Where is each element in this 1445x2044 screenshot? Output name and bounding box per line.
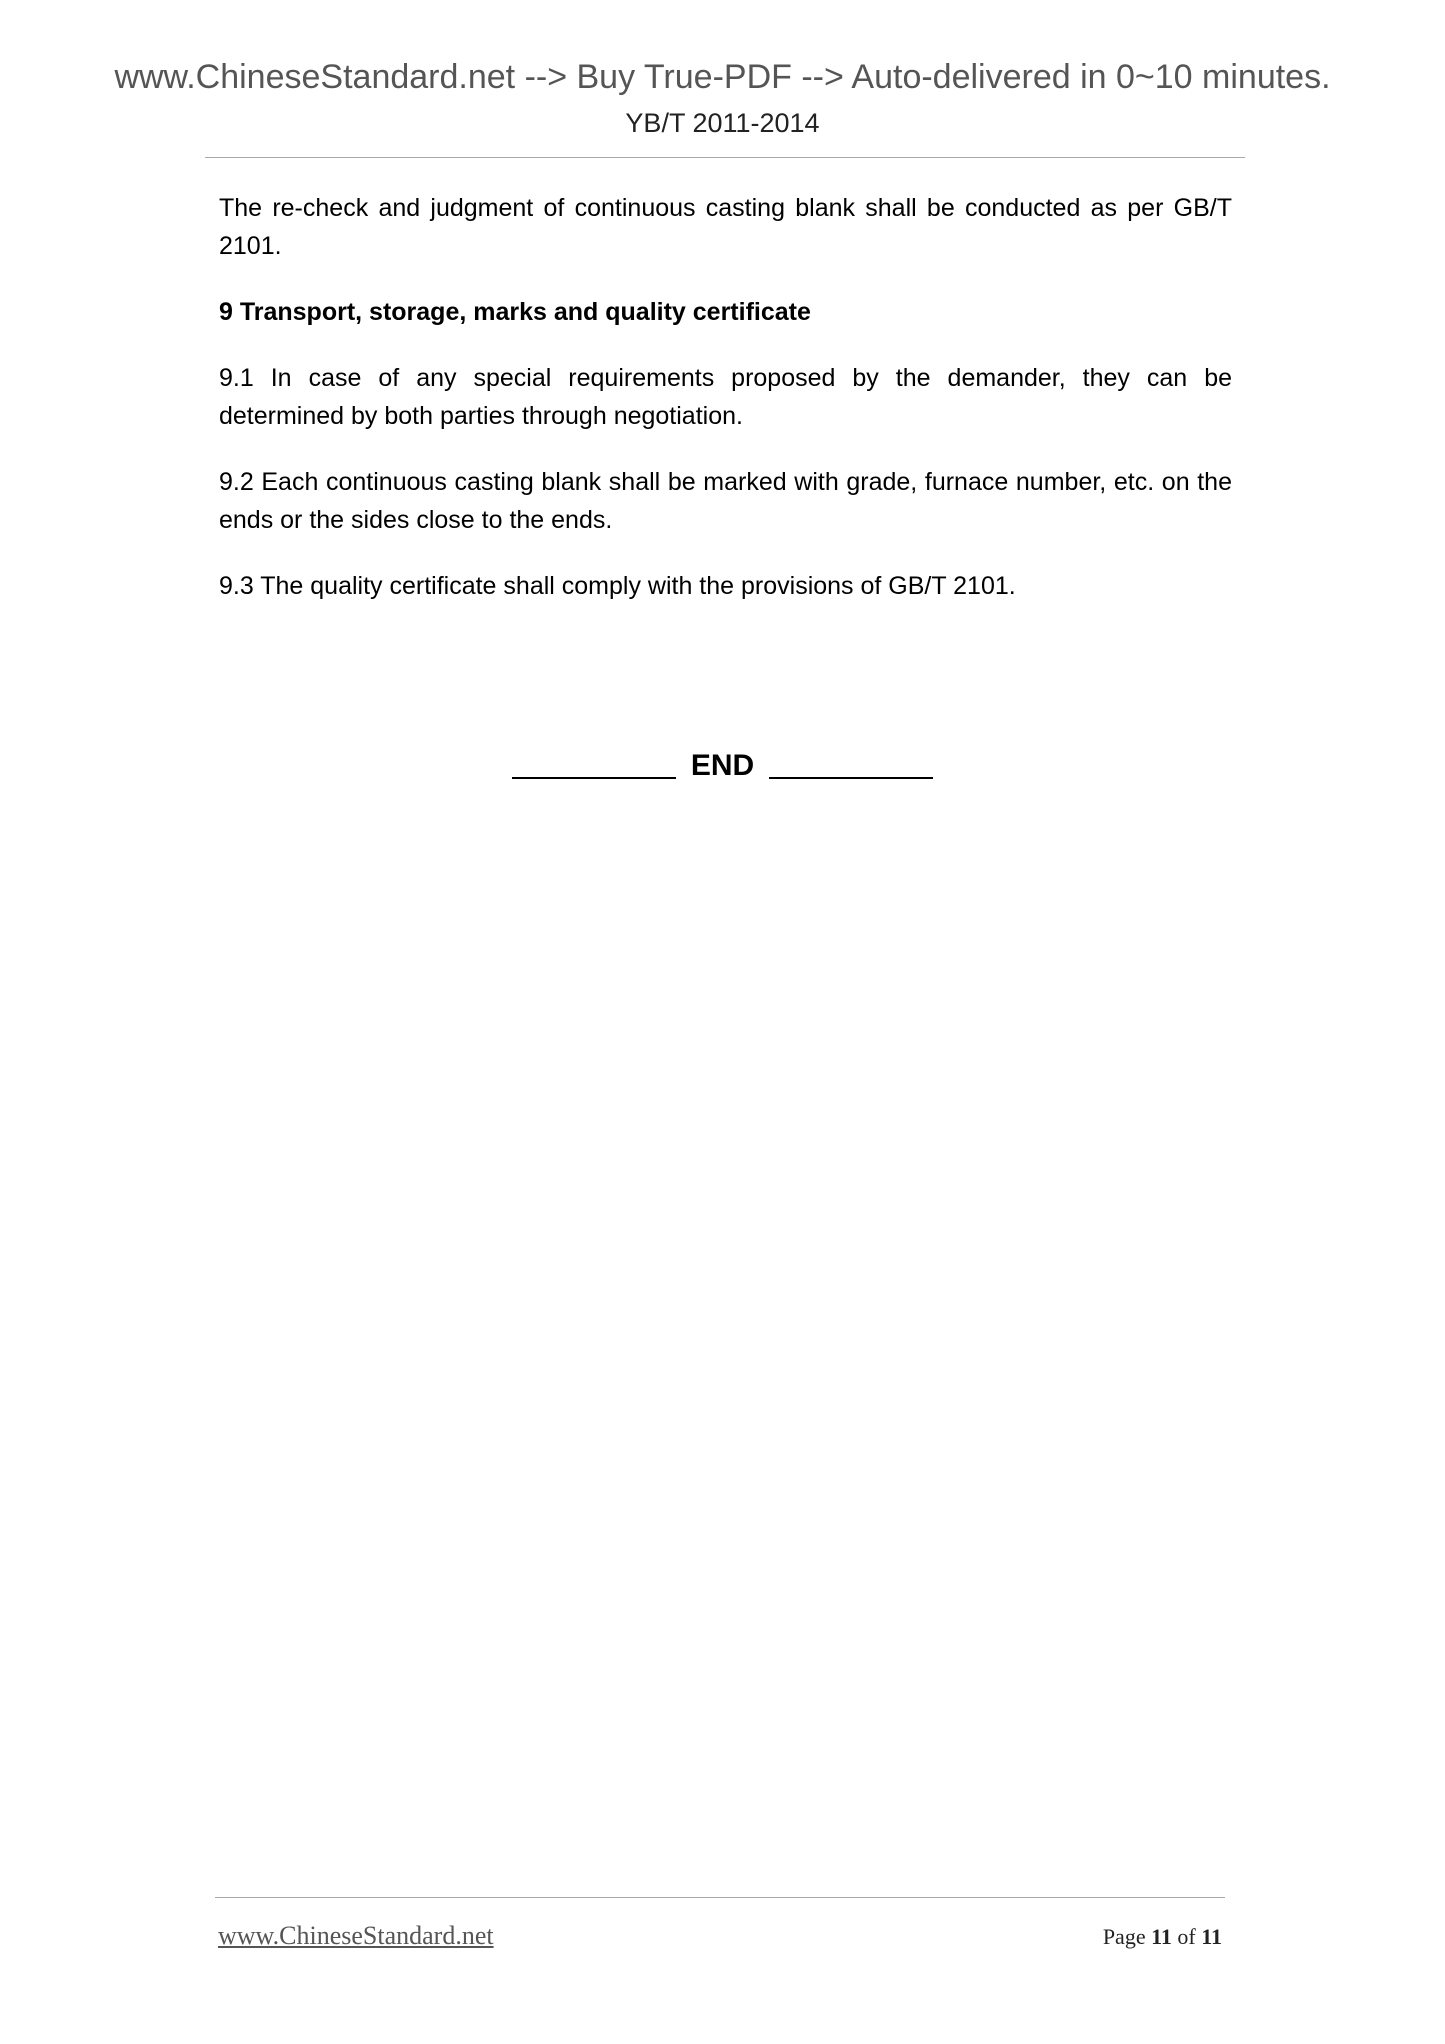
footer-site-link[interactable]: www.ChineseStandard.net bbox=[218, 1921, 494, 1950]
clause-9-2: 9.2 Each continuous casting blank shall be marked with grade, furnace number, etc. on the ends or the sides close to the ends. bbox=[219, 468, 1232, 534]
document-code: YB/T 2011-2014 bbox=[625, 108, 820, 138]
footer-divider bbox=[215, 1897, 1225, 1898]
page-total: 11 bbox=[1201, 1924, 1222, 1949]
page-number bbox=[1100, 1922, 1222, 1952]
clause-9-3: 9.3 The quality certificate shall comply with the provisions of GB/T 2101. bbox=[219, 572, 1016, 600]
page-of: of bbox=[1177, 1924, 1196, 1949]
header-divider bbox=[205, 157, 1245, 158]
clause-9-1: 9.1 In case of any special requirements proposed by the demander, they can be determined by both parties through negotiation. bbox=[219, 364, 1232, 430]
section-heading: 9 Transport, storage, marks and quality certificate bbox=[219, 298, 811, 326]
end-text: END bbox=[690, 749, 755, 782]
header-banner[interactable]: www.ChineseStandard.net --> Buy True-PDF --> Auto-delivered in 0~10 minutes. bbox=[114, 58, 1331, 96]
end-left-rule bbox=[512, 777, 676, 779]
page-current: 11 bbox=[1151, 1924, 1172, 1949]
page-content bbox=[219, 189, 1232, 633]
page-prefix: Page bbox=[1102, 1924, 1146, 1949]
end-marker bbox=[0, 746, 1445, 786]
intro-paragraph: The re-check and judgment of continuous casting blank shall be conducted as per GB/T 2101. bbox=[219, 194, 1232, 260]
end-right-rule bbox=[769, 777, 933, 779]
